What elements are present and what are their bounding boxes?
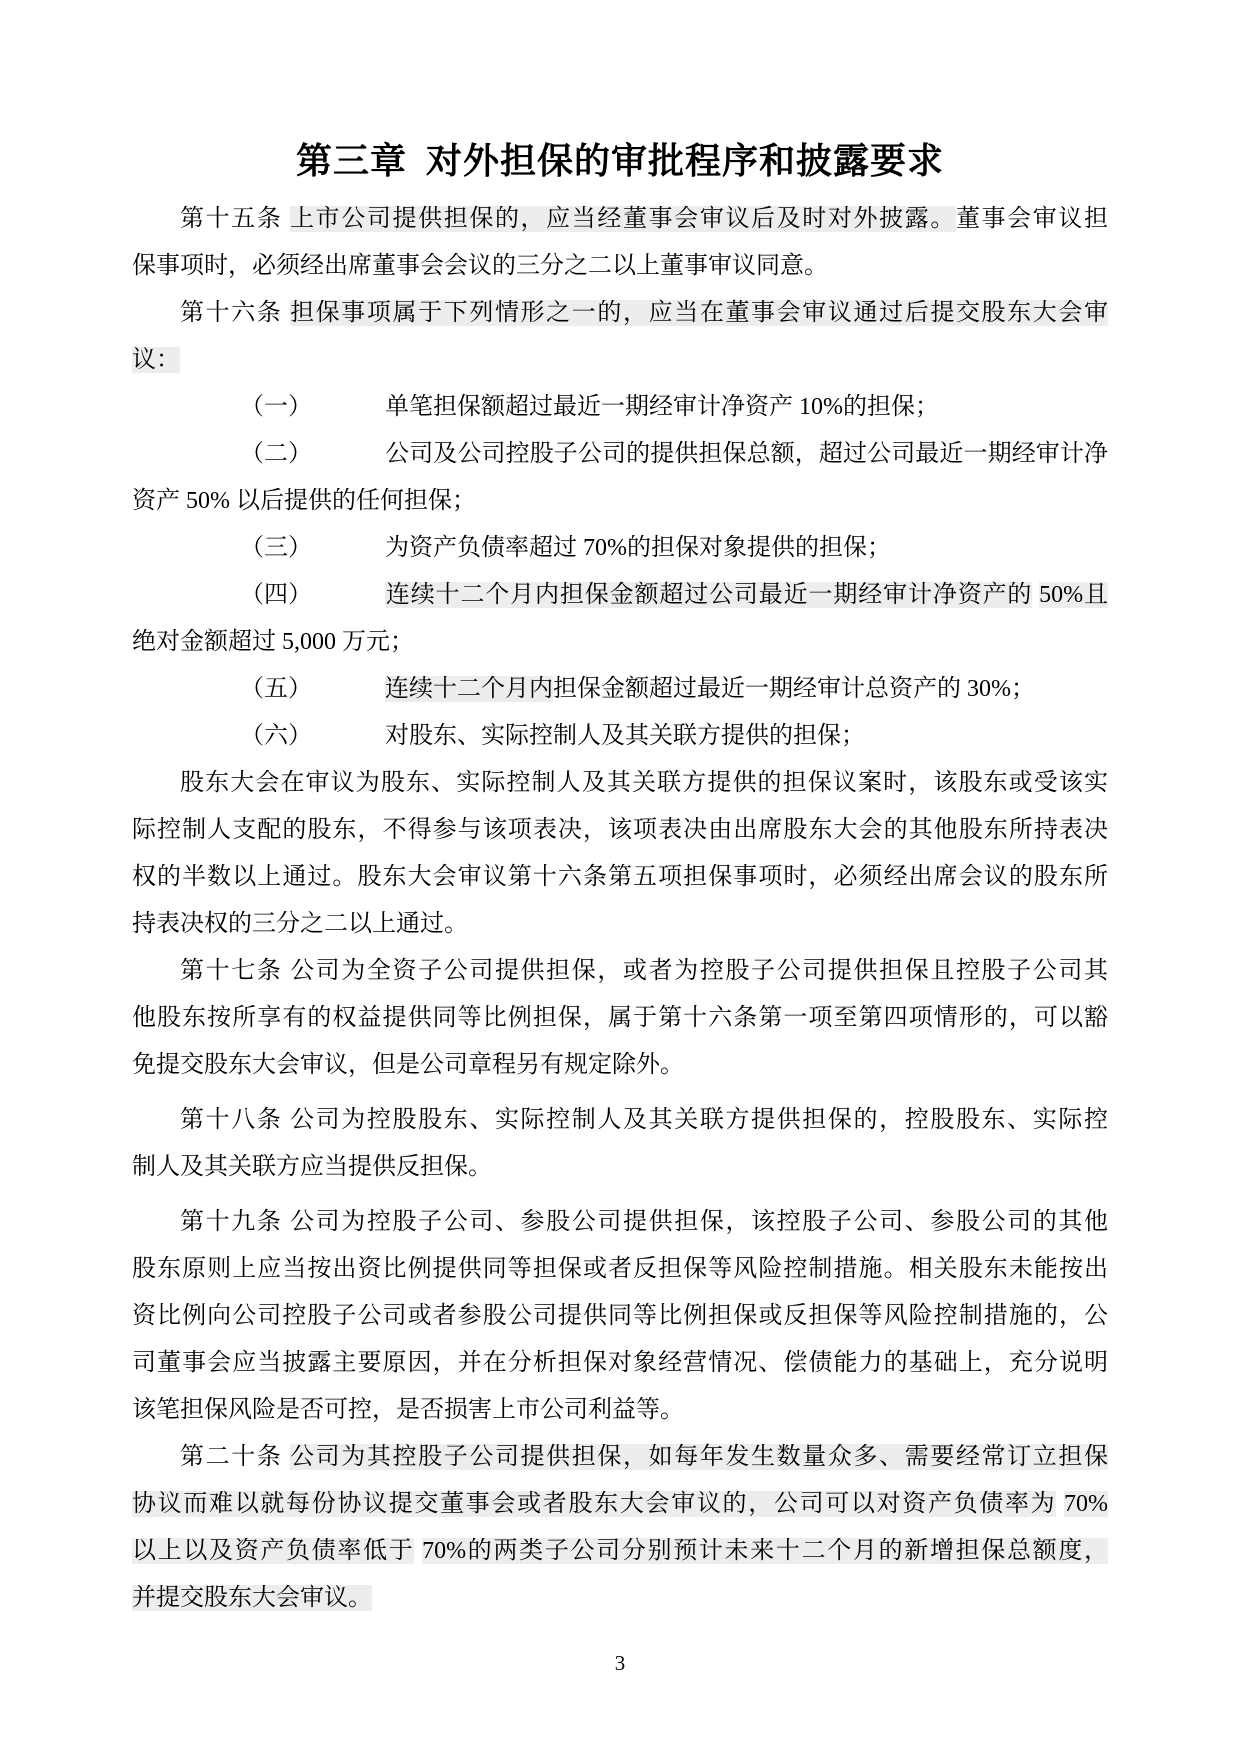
text-line: [132, 901, 1108, 948]
highlighted-text: 50%且: [1039, 582, 1109, 608]
text-segment: 第二十条: [180, 1444, 291, 1470]
text-line: [132, 854, 1108, 901]
text-segment: 资产 50% 以后提供的任何担保；: [132, 488, 476, 514]
highlighted-text: 并提交股东大会审议。: [132, 1585, 372, 1611]
list-item-number: （一）: [240, 394, 312, 420]
article-16-item-1: [132, 384, 1108, 431]
text-line: [132, 1097, 1108, 1144]
text-segment: [1056, 1491, 1064, 1517]
text-line: [132, 1528, 1108, 1575]
text-segment: 第十五条: [180, 206, 291, 232]
text-segment: [414, 1538, 422, 1564]
list-item-number: （二）: [240, 441, 312, 467]
text-segment: 公司为全资子公司提供担保，或者为控股子公司提供担保且控股子公司其: [290, 958, 1109, 984]
highlighted-text: 议：: [132, 347, 180, 373]
text-line: [132, 478, 1108, 525]
text-line: [132, 1340, 1108, 1387]
text-line: [132, 1387, 1108, 1434]
article-20: [132, 1434, 1108, 1622]
list-item-number: （四）: [240, 582, 312, 608]
text-segment: 际控制人支配的股东，不得参与该项表决，该项表决由出席股东大会的其他股东所持表决: [132, 817, 1108, 843]
article-16-item-2: [132, 431, 1108, 525]
text-line: [132, 713, 1108, 760]
text-segment: 该笔担保风险是否可控，是否损害上市公司利益等。: [132, 1397, 684, 1423]
text-line: [132, 525, 1108, 572]
highlighted-text: 连续十二个月内: [385, 676, 553, 702]
article-18: [132, 1097, 1108, 1191]
highlighted-text: 70%的两类子公司分别预计未来十二个月的新增担保总额度，: [422, 1538, 1109, 1564]
text-line: [132, 1042, 1108, 1089]
text-line: [132, 1293, 1108, 1340]
chapter-title: 第三章 对外担保的审批程序和披露要求: [295, 140, 944, 181]
text-line: [132, 243, 1108, 290]
text-segment: 司董事会应当披露主要原因，并在分析担保对象经营情况、偿债能力的基础上，充分说明: [132, 1350, 1108, 1376]
text-line: [132, 384, 1108, 431]
text-line: [132, 337, 1108, 384]
text-segment: 免提交股东大会审议，但是公司章程另有规定除外。: [132, 1052, 684, 1078]
article-16-item-5: [132, 666, 1108, 713]
text-line: [132, 196, 1108, 243]
article-15: [132, 196, 1108, 290]
text-segment: 单笔担保额超过最近一期经审计净资产 10%的担保；: [385, 394, 939, 420]
text-line: [132, 1481, 1108, 1528]
text-segment: 公司为控股子公司、参股公司提供担保，该控股子公司、参股公司的其他: [290, 1209, 1109, 1235]
text-line: [132, 1434, 1108, 1481]
text-segment: 资比例向公司控股子公司或者参股公司提供同等比例担保或反担保等风险控制措施的，公: [132, 1303, 1108, 1329]
text-segment: 董事会审议担: [955, 206, 1109, 232]
text-segment: 公司及公司控股子公司的提供担保总额，超过公司最近一期经审计净: [385, 441, 1108, 467]
list-item-number: （六）: [240, 723, 312, 749]
highlighted-text: 上市公司提供担保的，应当经董事会审议后及时对外披露。: [290, 206, 956, 232]
text-segment: 制人及其关联方应当提供反担保。: [132, 1154, 492, 1180]
text-segment: 绝对金额超过 5,000 万元；: [132, 629, 414, 655]
list-item-number: （五）: [240, 676, 312, 702]
highlighted-text: 公司为其控股子公司提供担保，如每年发生数量众多、需要经常订立担保: [290, 1444, 1109, 1470]
highlighted-text: 以上以及资产负债率低于: [132, 1538, 415, 1564]
text-line: [132, 666, 1108, 713]
article-16-item-4: [132, 572, 1108, 666]
text-segment: 为资产负债率超过 70%的担保对象提供的担保；: [385, 535, 891, 561]
highlighted-text: 连续十二个月内担保金额超过公司最近一期经审计净资产的: [385, 582, 1033, 608]
article-17: [132, 948, 1108, 1089]
page-number: 3: [614, 1651, 626, 1675]
article-16-tail: [132, 760, 1108, 948]
text-segment: 公司为控股股东、实际控制人及其关联方提供担保的，控股股东、实际控: [290, 1107, 1109, 1133]
text-segment: 担保金额超过最近一期经审计总资产的 30%；: [553, 676, 1035, 702]
text-line: [132, 619, 1108, 666]
text-line: [132, 1246, 1108, 1293]
article-16-item-3: [132, 525, 1108, 572]
text-line: [132, 1144, 1108, 1191]
highlighted-text: 担保事项属于下列情形之一的，应当在董事会审议通过后提交股东大会审: [290, 300, 1109, 326]
text-line: [132, 948, 1108, 995]
text-line: [132, 572, 1108, 619]
text-line: [132, 995, 1108, 1042]
text-segment: 持表决权的三分之二以上通过。: [132, 911, 468, 937]
text-segment: 保事项时，必须经出席董事会会议的三分之二以上董事审议同意。: [132, 253, 828, 279]
text-line: [132, 290, 1108, 337]
highlighted-text: 70%: [1064, 1491, 1109, 1517]
text-line: [132, 760, 1108, 807]
text-line: [132, 1199, 1108, 1246]
text-segment: 股东大会在审议为股东、实际控制人及其关联方提供的担保议案时，该股东或受该实: [180, 770, 1108, 796]
document-body: [132, 196, 1108, 1622]
text-segment: 第十七条: [180, 958, 291, 984]
text-segment: 股东原则上应当按出资比例提供同等担保或者反担保等风险控制措施。相关股东未能按出: [132, 1256, 1108, 1282]
article-16-item-6: [132, 713, 1108, 760]
list-item-number: （三）: [240, 535, 312, 561]
text-segment: 权的半数以上通过。股东大会审议第十六条第五项担保事项时，必须经出席会议的股东所: [132, 864, 1108, 890]
article-16-lead: [132, 290, 1108, 384]
text-segment: 第十八条: [180, 1107, 291, 1133]
text-line: [132, 807, 1108, 854]
text-segment: 第十六条: [180, 300, 291, 326]
text-segment: 他股东按所享有的权益提供同等比例担保，属于第十六条第一项至第四项情形的，可以豁: [132, 1005, 1108, 1031]
text-segment: 第十九条: [180, 1209, 291, 1235]
article-19: [132, 1199, 1108, 1434]
text-line: [132, 431, 1108, 478]
text-segment: 对股东、实际控制人及其关联方提供的担保；: [385, 723, 865, 749]
highlighted-text: 协议而难以就每份协议提交董事会或者股东大会审议的，公司可以对资产负债率为: [132, 1491, 1057, 1517]
text-line: [132, 1575, 1108, 1622]
